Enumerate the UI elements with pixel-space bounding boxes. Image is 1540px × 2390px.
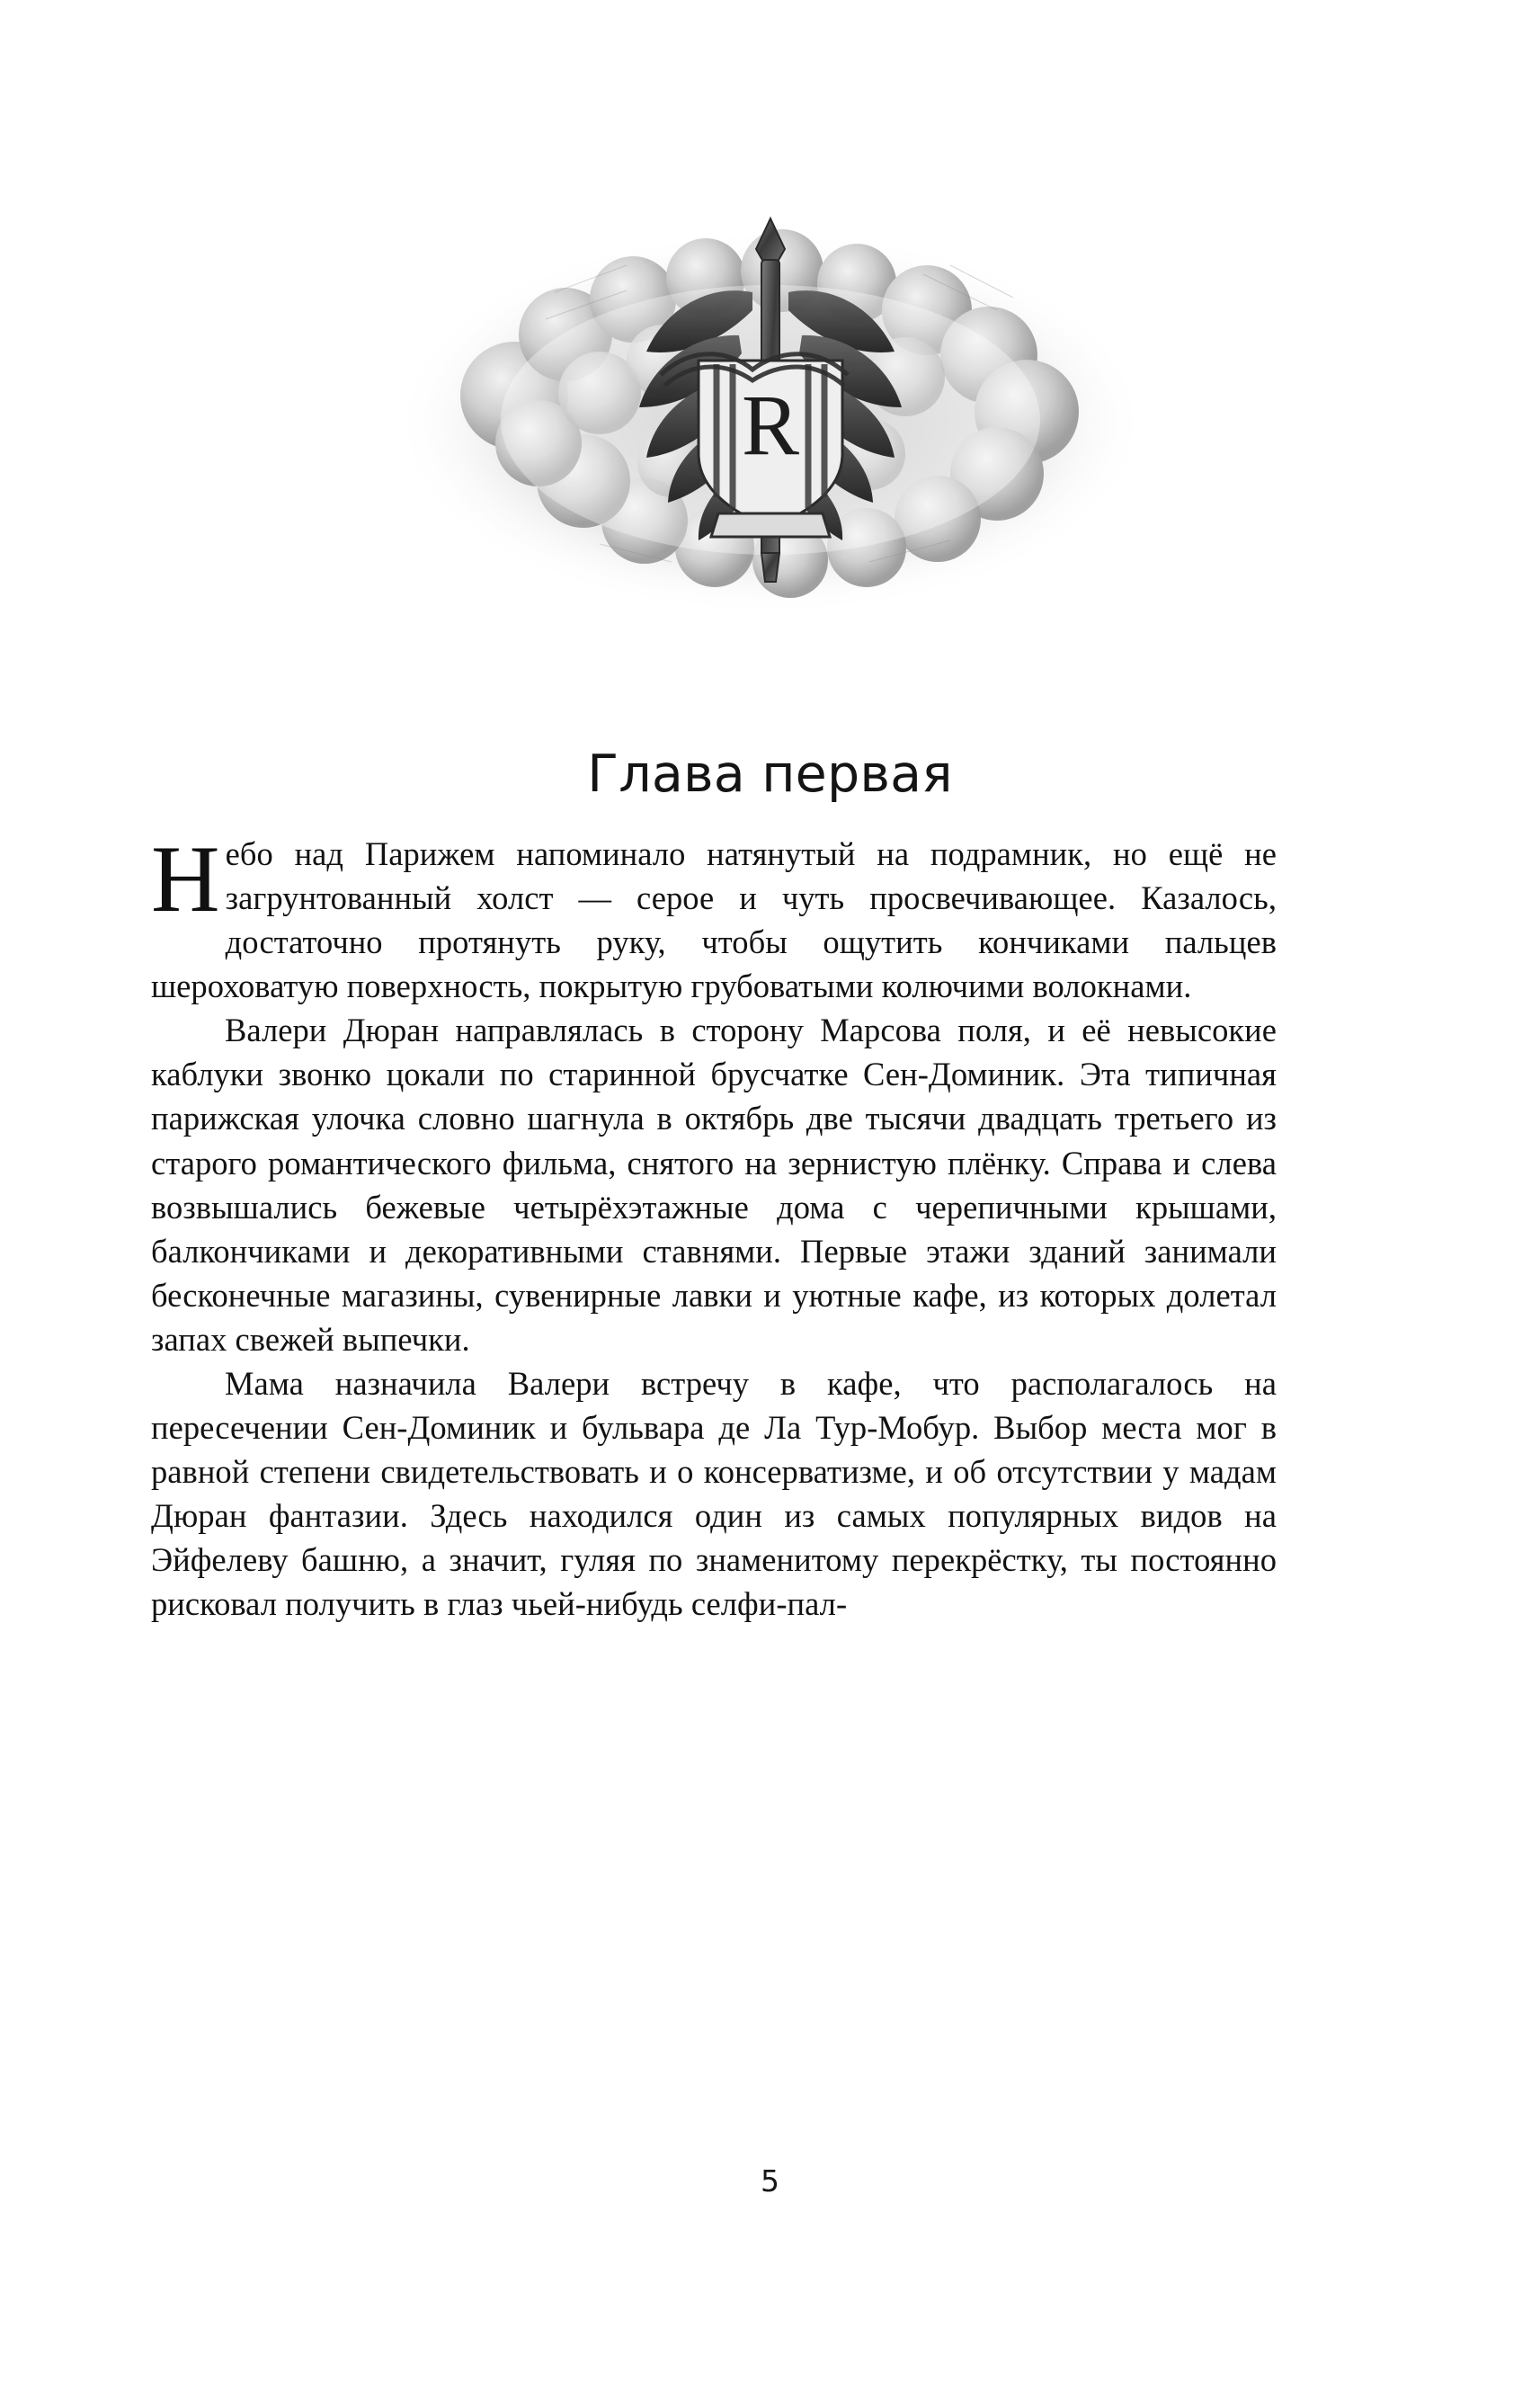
emblem-monogram: R [741,377,799,473]
body-text [151,826,1277,1626]
french-republic-emblem-icon [330,184,1211,652]
chapter-title: Глава первая [587,745,953,805]
paragraph-text: Валери Дюран направлялась в сторону Марсова поля, и её невысокие каблуки звонко цокали по старинной брусчатке Сен-Доминик. Эта типичная парижская улочка словно шагнула в октябрь две тысячи двадцать третьего из старого романтического фильма, снятого на зернистую плёнку. Справа и слева возвышались бежевые четырёхэтажные дома с черепичными крышами, балкончиками и декоративными ставнями. Первые этажи зданий занимали бесконечные магазины, сувенирные лавки и уютные кафе, из которых долетал запах свежей выпечки. [151,1012,1277,1358]
paragraph [151,1008,1277,1361]
paragraph [151,1361,1277,1626]
drop-cap: Н [151,826,220,932]
paragraph [151,826,1277,1008]
paragraph-text: Мама назначила Валери встречу в кафе, что располагалось на пересечении Сен-Доминик и бульвара де Ла Тур-Мобур. Выбор места мог в равной степени свидетельствовать и о консерватизме, и об отсутствии у мадам Дюран фантазии. Здесь находился один из самых популярных видов на Эйфелеву башню, а значит, гуляя по знаменитому перекрёстку, ты постоянно рисковал получить в глаз чьей-нибудь селфи-пал- [151,1364,1277,1623]
page-number: 5 [761,2163,779,2198]
paragraph-text: ебо над Парижем напоминало натянутый на подрамник, но ещё не загрунтованный холст — серое и чуть просвечивающее. Казалось, достаточно протянуть руку, чтобы ощутить кончиками пальцев шероховатую поверхность, покрытую грубоватыми колючими волокнами. [151,835,1277,1005]
